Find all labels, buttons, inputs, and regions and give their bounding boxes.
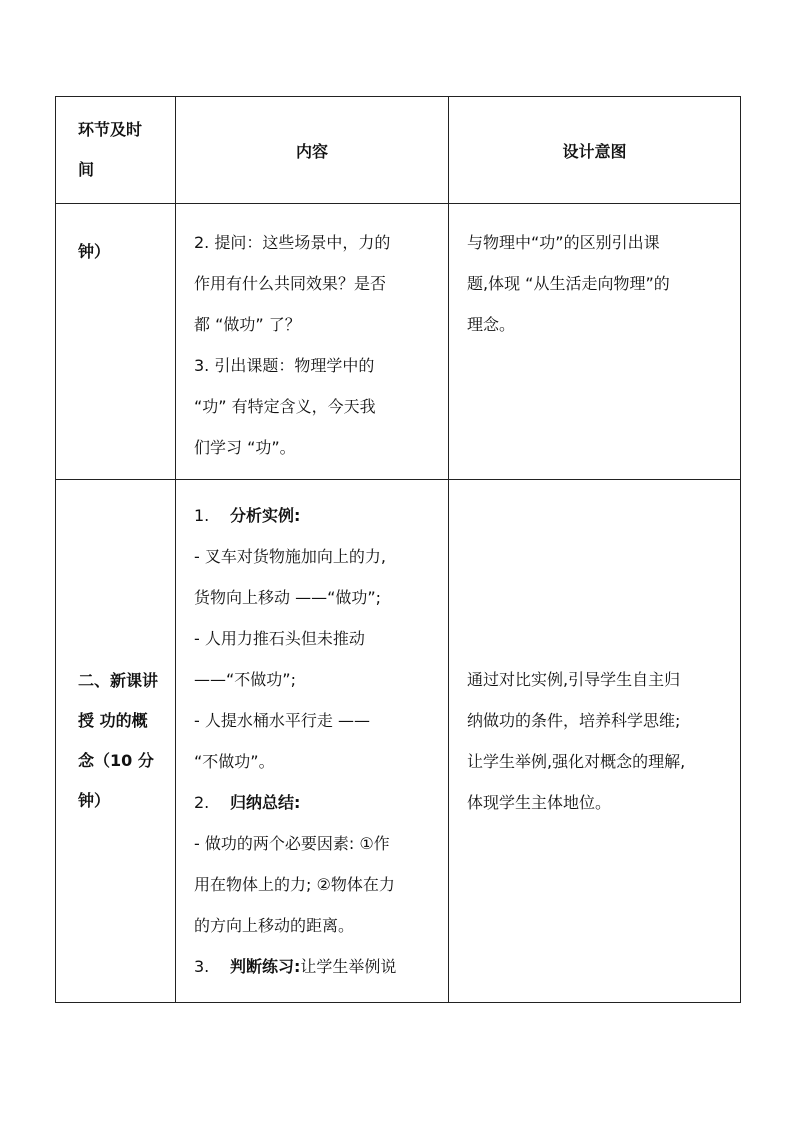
segment-line: 授 功的概 xyxy=(78,711,148,730)
content-line: - 做功的两个必要因素: ①作 xyxy=(194,834,390,853)
segment-line: 二、新课讲 xyxy=(78,671,159,690)
content-line: ——“不做功”; xyxy=(194,670,296,689)
content-line: “功” 有特定含义，今天我 xyxy=(194,397,376,416)
intent-line: 通过对比实例,引导学生自主归 xyxy=(467,670,681,689)
content-line: 作用有什么共同效果？是否 xyxy=(194,274,387,293)
segment-line: 钟） xyxy=(78,791,111,810)
intent-cell xyxy=(449,204,741,480)
header-design-intent: 设计意图 xyxy=(449,97,741,204)
item-number: 2. xyxy=(194,793,210,812)
segment-line: 念（10 分 xyxy=(78,751,154,770)
item-number: 3. xyxy=(194,957,210,976)
intent-line: 理念。 xyxy=(467,315,516,334)
intent-line: 纳做功的条件，培养科学思维; xyxy=(467,711,681,730)
table-row xyxy=(56,480,741,1003)
header-segment-line-2: 间 xyxy=(78,160,95,179)
content-cell xyxy=(176,204,449,480)
content-line: - 人提水桶水平行走 —— xyxy=(194,711,370,730)
header-content: 内容 xyxy=(176,97,449,204)
content-line: 货物向上移动 ——“做功”; xyxy=(194,588,382,607)
content-line: “不做功”。 xyxy=(194,752,275,771)
header-segment-time xyxy=(56,97,176,204)
item-title: 判断练习: xyxy=(230,957,301,976)
intent-line: 与物理中“功”的区别引出课 xyxy=(467,233,660,252)
item-number: 1. xyxy=(194,506,210,525)
content-line: 都 “做功” 了？ xyxy=(194,315,301,334)
content-line: 的方向上移动的距离。 xyxy=(194,916,355,935)
intent-line: 题,体现 “从生活走向物理”的 xyxy=(467,274,670,293)
item-text: 让学生举例说 xyxy=(300,957,397,976)
lesson-plan-table xyxy=(55,96,741,1003)
content-line: 用在物体上的力; ②物体在力 xyxy=(194,875,395,894)
intent-cell xyxy=(449,480,741,1003)
intent-line: 让学生举例,强化对概念的理解, xyxy=(467,752,686,771)
table-row xyxy=(56,204,741,480)
content-line: 3. 引出课题：物理学中的 xyxy=(194,356,375,375)
content-line: 们学习 “功”。 xyxy=(194,438,296,457)
item-title: 归纳总结: xyxy=(230,793,301,812)
content-line: 2. 提问：这些场景中，力的 xyxy=(194,233,391,252)
content-line: - 人用力推石头但未推动 xyxy=(194,629,365,648)
item-heading xyxy=(194,782,436,823)
header-segment-line-1: 环节及时 xyxy=(78,120,143,139)
segment-text: 钟） xyxy=(78,242,111,261)
content-line: - 叉车对货物施加向上的力, xyxy=(194,547,386,566)
content-cell xyxy=(176,480,449,1003)
item-heading xyxy=(194,495,436,536)
intent-line: 体现学生主体地位。 xyxy=(467,793,612,812)
item-heading xyxy=(194,946,436,987)
table-header-row xyxy=(56,97,741,204)
item-title: 分析实例: xyxy=(230,506,301,525)
segment-cell xyxy=(56,480,176,1003)
segment-cell xyxy=(56,204,176,480)
